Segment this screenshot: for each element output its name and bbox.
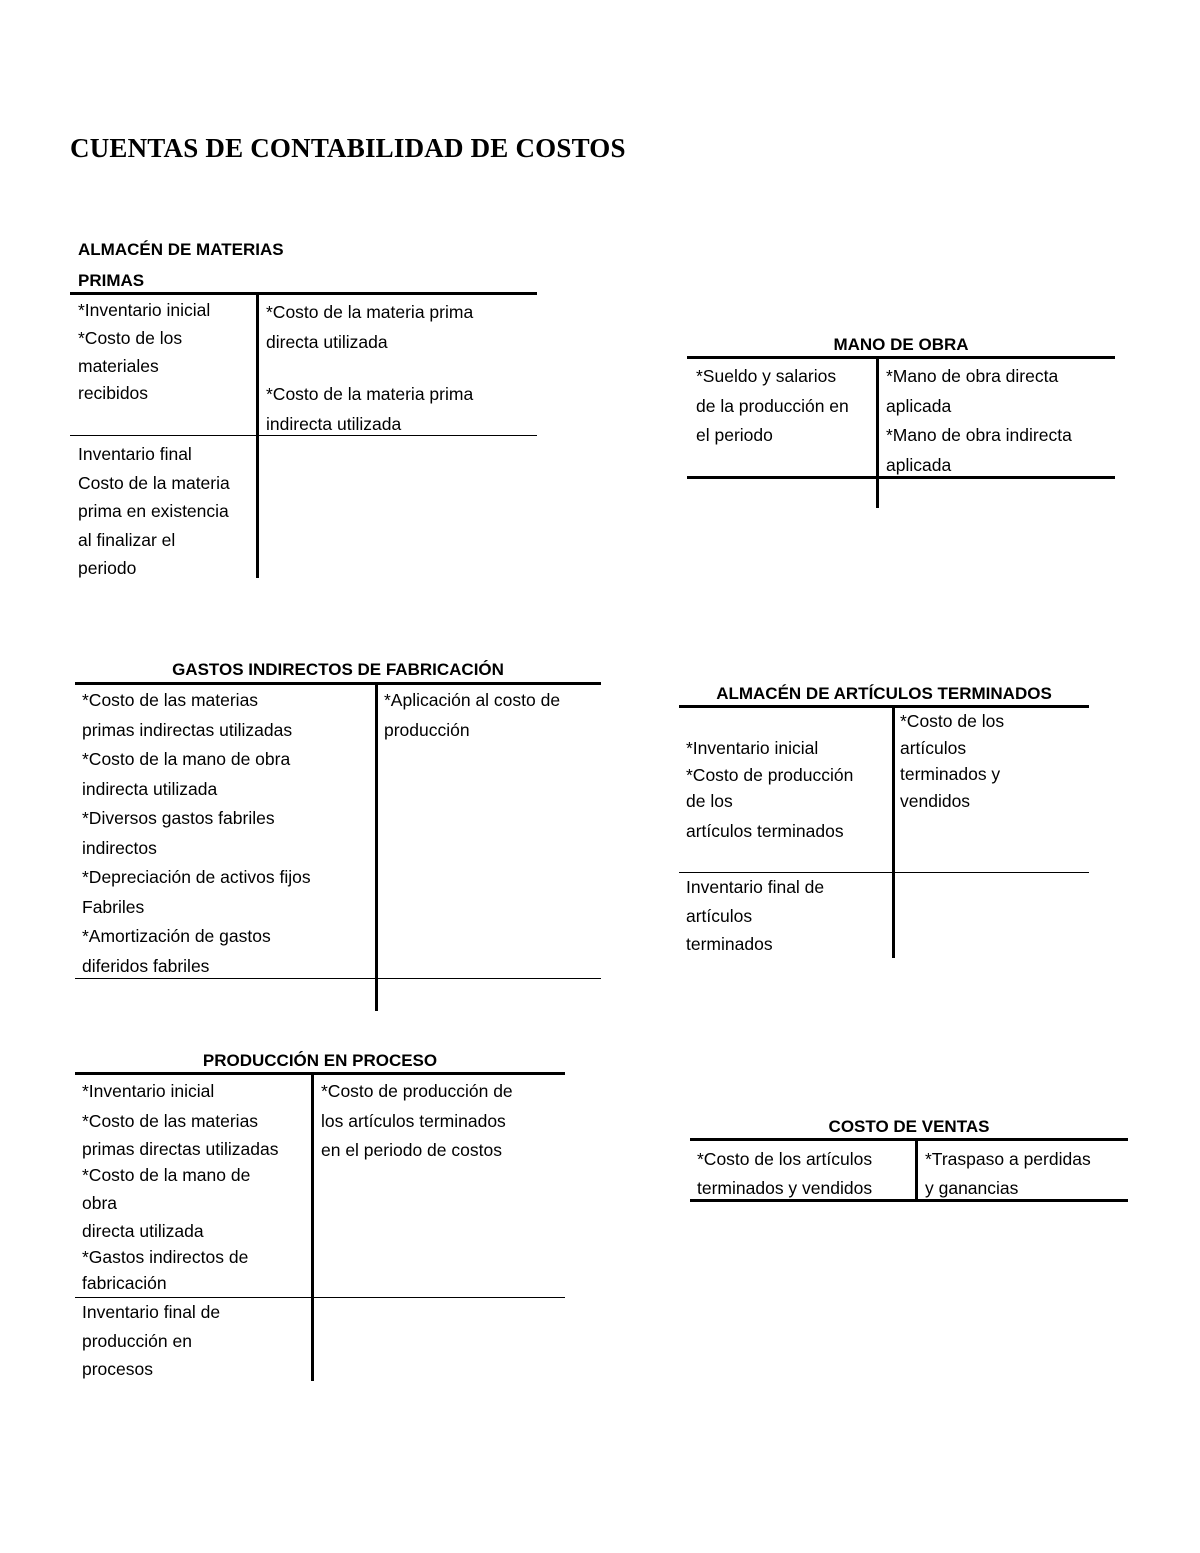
entry-line: y ganancias <box>925 1177 1019 1198</box>
account-title-line: ALMACÉN DE MATERIAS <box>78 240 284 259</box>
entry-line: recibidos <box>78 383 149 403</box>
entry-line: fabricación <box>82 1273 167 1293</box>
entry-line: *Mano de obra directa <box>886 366 1059 386</box>
credit-entries <box>266 379 473 439</box>
account-title-line: PRIMAS <box>78 271 145 290</box>
entry-line: indirecta utilizada <box>82 778 218 799</box>
balance-entries <box>82 1298 220 1384</box>
balance-entries <box>78 440 230 583</box>
credit-entries <box>321 1077 513 1166</box>
account-title <box>78 234 284 296</box>
credit-entries <box>925 1145 1091 1202</box>
t-account-top-rule <box>687 356 1115 359</box>
entry-line: en el periodo de costos <box>321 1140 502 1160</box>
entry-line: *Diversos gastos fabriles <box>82 808 275 828</box>
entry-line: *Costo de las materias <box>82 1110 259 1131</box>
entry-line: producción en <box>82 1330 192 1351</box>
t-account-divider <box>876 358 879 508</box>
page-title: CUENTAS DE CONTABILIDAD DE COSTOS <box>70 133 626 163</box>
t-account-divider <box>915 1140 918 1201</box>
entry-line: *Costo de las materias <box>82 690 259 710</box>
entry-line: *Costo de producción de <box>321 1081 513 1101</box>
entry-line: *Gastos indirectos de <box>82 1247 249 1267</box>
entry-line: indirecta utilizada <box>266 414 402 434</box>
entry-line: *Amortización de gastos <box>82 926 271 946</box>
entry-line: *Traspaso a perdidas <box>925 1149 1091 1169</box>
entry-line: aplicada <box>886 454 952 475</box>
entry-line: procesos <box>82 1359 154 1379</box>
t-account-top-rule <box>75 1072 565 1075</box>
entry-line: Inventario final <box>78 444 192 464</box>
entry-line: *Inventario inicial <box>78 300 211 320</box>
entry-line: *Costo de la materia prima <box>266 384 474 404</box>
account-title: COSTO DE VENTAS <box>828 1117 990 1136</box>
credit-entries <box>886 362 1072 480</box>
entry-line: prima en existencia <box>78 501 229 521</box>
credit-entries <box>266 297 473 357</box>
credit-entries <box>900 708 1004 814</box>
entry-line: producción <box>384 719 470 740</box>
t-account-divider <box>892 707 895 958</box>
entry-line: *Costo de los artículos <box>697 1149 873 1169</box>
entry-line: *Aplicación al costo de <box>384 690 561 710</box>
entry-line: periodo <box>78 558 137 578</box>
t-account-divider <box>375 684 378 1011</box>
entry-line: obra <box>82 1193 118 1213</box>
debit-entries <box>697 1145 872 1202</box>
debit-entries <box>82 686 311 981</box>
t-account-top-rule <box>75 682 601 685</box>
entry-line: artículos <box>686 905 753 926</box>
entry-line: *Sueldo y salarios <box>696 366 837 386</box>
entry-line: terminados y <box>900 764 1001 784</box>
account-title: ALMACÉN DE ARTÍCULOS TERMINADOS <box>716 684 1052 703</box>
entry-line: de la producción en <box>696 395 849 416</box>
entry-line: de los <box>686 791 733 811</box>
debit-entries <box>696 362 849 451</box>
entry-line: directa utilizada <box>82 1221 204 1241</box>
entry-line: artículos <box>900 737 967 758</box>
entry-line: terminados <box>686 934 773 954</box>
debit-entries <box>82 1077 278 1296</box>
balance-entries <box>686 873 824 959</box>
entry-line: *Depreciación de activos fijos <box>82 867 311 887</box>
entry-line: vendidos <box>900 790 971 811</box>
entry-line: Inventario final de <box>686 877 825 897</box>
entry-line: aplicada <box>886 395 952 416</box>
entry-line: el periodo <box>696 425 773 445</box>
entry-line: primas indirectas utilizadas <box>82 719 293 740</box>
entry-line: primas directas utilizadas <box>82 1139 279 1159</box>
entry-line: terminados y vendidos <box>697 1177 873 1198</box>
entry-line: *Costo de producción <box>686 764 854 785</box>
t-account-top-rule <box>70 292 537 295</box>
entry-line: Inventario final de <box>82 1302 221 1322</box>
entry-line: *Costo de la materia prima <box>266 302 474 322</box>
entry-line: al finalizar el <box>78 529 176 550</box>
entry-line: artículos terminados <box>686 820 844 841</box>
entry-line: *Inventario inicial <box>82 1081 215 1101</box>
entry-line: diferidos fabriles <box>82 955 210 976</box>
entry-line: *Mano de obra indirecta <box>886 425 1072 445</box>
debit-entries <box>686 735 853 847</box>
entry-line: Fabriles <box>82 896 145 917</box>
entry-line: *Costo de la mano de <box>82 1165 251 1185</box>
entry-line: los artículos terminados <box>321 1110 506 1131</box>
account-title: PRODUCCIÓN EN PROCESO <box>202 1051 438 1070</box>
entry-line: *Inventario inicial <box>686 738 819 758</box>
entry-line: *Costo de los <box>900 711 1005 731</box>
entry-line: materiales <box>78 356 159 376</box>
credit-entries <box>384 686 560 745</box>
t-account-divider <box>311 1074 314 1381</box>
debit-entries <box>78 297 210 407</box>
entry-line: *Costo de la mano de obra <box>82 749 291 769</box>
entry-line: Costo de la materia <box>78 472 230 493</box>
entry-line: directa utilizada <box>266 332 388 352</box>
entry-line: indirectos <box>82 837 157 858</box>
t-account-divider <box>256 294 259 578</box>
t-account-top-rule <box>679 705 1089 708</box>
account-title: MANO DE OBRA <box>833 335 969 354</box>
account-title: GASTOS INDIRECTOS DE FABRICACIÓN <box>172 660 504 679</box>
entry-line: *Costo de los <box>78 328 183 348</box>
t-account-top-rule <box>690 1138 1128 1141</box>
